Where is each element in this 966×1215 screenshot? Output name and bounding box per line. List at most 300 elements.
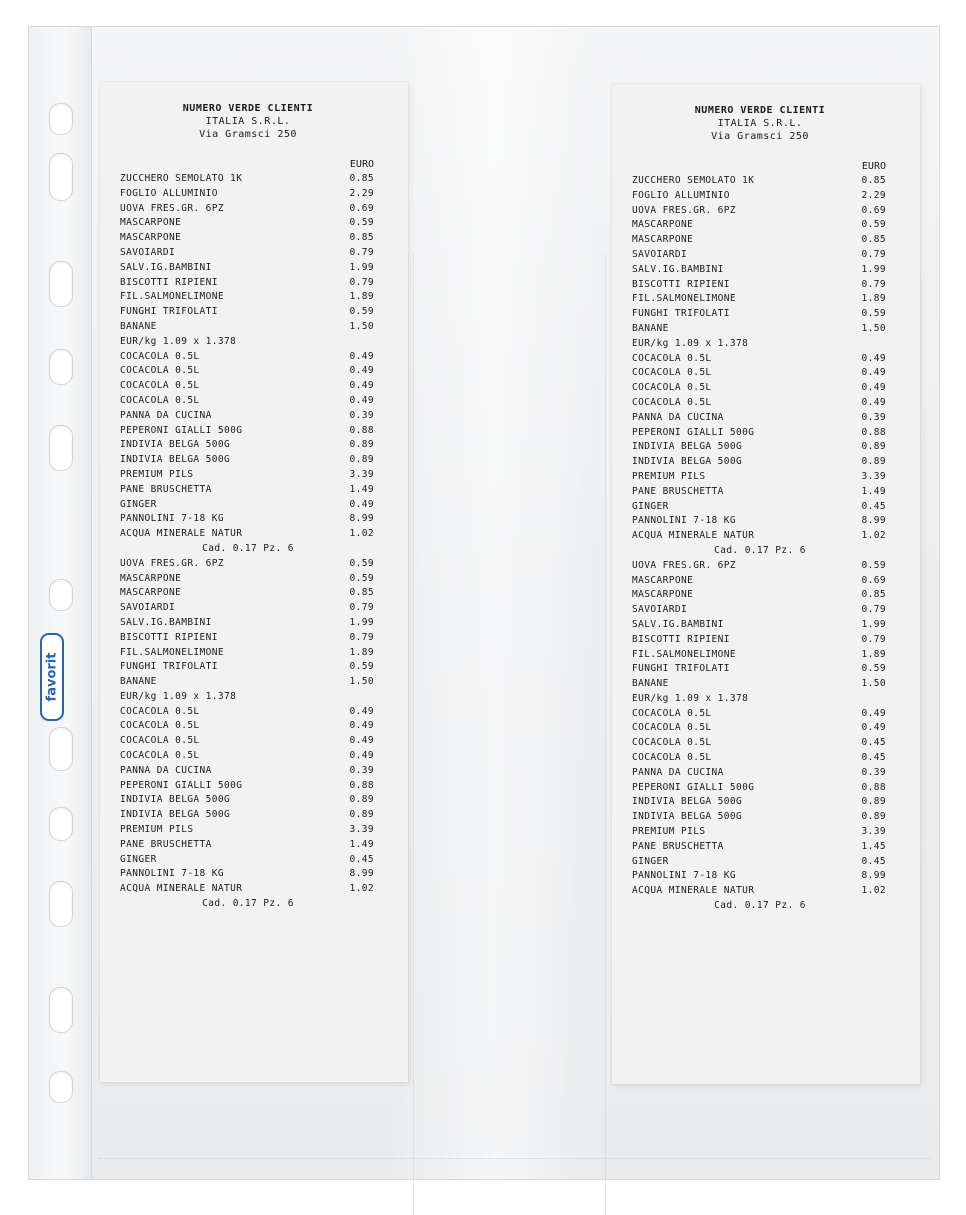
item-price: 0.49 — [349, 380, 374, 392]
item-name: PANNA DA CUCINA — [120, 409, 212, 421]
item-price: 0.85 — [861, 589, 886, 601]
receipt-line — [120, 305, 376, 320]
receipt-lines — [632, 174, 888, 914]
receipt-line — [632, 366, 888, 381]
receipt-left — [100, 82, 408, 1082]
item-name: PREMIUM PILS — [632, 470, 706, 482]
item-name: COCACOLA 0.5L — [120, 720, 200, 732]
item-price: 0.59 — [861, 219, 886, 231]
receipt-line — [120, 261, 376, 276]
receipt-line — [120, 586, 376, 601]
punch-hole — [49, 579, 73, 611]
item-price: 0.89 — [861, 441, 886, 453]
item-price: 0.69 — [349, 202, 374, 214]
item-name: ACQUA MINERALE NATUR — [120, 883, 243, 895]
receipt-line — [632, 278, 888, 293]
store-hotline: NUMERO VERDE CLIENTI — [182, 103, 314, 114]
receipt-line — [120, 498, 376, 513]
item-price: 1.50 — [861, 322, 886, 334]
item-price: 0.49 — [349, 365, 374, 377]
item-price: 0.85 — [861, 175, 886, 186]
receipt-line — [632, 470, 888, 485]
brand-label: favorit — [44, 652, 60, 702]
item-name: SALV.IG.BAMBINI — [632, 263, 724, 275]
item-name: GINGER — [120, 498, 157, 510]
item-price: 0.39 — [349, 409, 374, 421]
item-name: BANANE — [632, 322, 669, 334]
bottom-weld-line — [99, 1158, 931, 1159]
receipt-line — [632, 899, 888, 914]
item-price: 0.49 — [349, 750, 374, 762]
item-name: Cad. 0.17 Pz. 6 — [202, 898, 294, 910]
item-name: MASCARPONE — [120, 217, 182, 229]
item-price: 0.85 — [861, 234, 886, 246]
item-name: PANE BRUSCHETTA — [120, 838, 212, 850]
receipt-line — [120, 660, 376, 675]
receipt-line — [632, 810, 888, 825]
item-name: PANNA DA CUCINA — [632, 411, 724, 423]
pocket-edge-left — [413, 255, 418, 1215]
punched-binding-strip — [29, 27, 92, 1179]
item-price: 0.79 — [349, 631, 374, 643]
receipt-line — [632, 662, 888, 677]
item-name: FOGLIO ALLUMINIO — [632, 189, 730, 201]
receipt-line — [120, 882, 376, 897]
item-name: PEPERONI GIALLI 500G — [120, 424, 243, 436]
item-name: MASCARPONE — [632, 589, 694, 601]
receipt-line — [632, 751, 888, 766]
item-name: FUNGHI TRIFOLATI — [120, 306, 218, 318]
item-price: 1.99 — [349, 616, 374, 628]
item-price: 0.79 — [349, 602, 374, 614]
receipt-line — [120, 216, 376, 231]
item-price: 0.89 — [861, 796, 886, 808]
punch-hole — [49, 153, 73, 201]
receipt-line — [632, 721, 888, 736]
receipt-line — [632, 396, 888, 411]
item-name: PREMIUM PILS — [632, 826, 706, 838]
item-price: 0.79 — [861, 278, 886, 290]
item-price: 0.49 — [349, 705, 374, 717]
receipt-line — [120, 853, 376, 868]
item-price: 0.88 — [349, 424, 374, 436]
item-name: UOVA FRES.GR. 6PZ — [632, 204, 737, 216]
item-price: 1.45 — [861, 840, 886, 852]
item-name: Cad. 0.17 Pz. 6 — [714, 544, 806, 556]
receipt-line — [632, 218, 888, 233]
item-name: PANNOLINI 7-18 KG — [632, 870, 737, 882]
item-name: PANE BRUSCHETTA — [632, 485, 724, 497]
receipt-line — [120, 764, 376, 779]
item-name: FUNGHI TRIFOLATI — [632, 308, 730, 320]
receipt-line — [632, 603, 888, 618]
item-name: GINGER — [120, 853, 157, 865]
item-price: 8.99 — [349, 513, 374, 525]
receipt-line — [120, 483, 376, 498]
punch-hole — [49, 727, 73, 771]
item-price: 1.89 — [349, 646, 374, 658]
item-name: Cad. 0.17 Pz. 6 — [202, 542, 294, 554]
item-name: MASCARPONE — [120, 572, 182, 584]
item-price: 0.49 — [349, 394, 374, 406]
item-price: 0.59 — [349, 217, 374, 229]
item-name: PANNA DA CUCINA — [120, 764, 212, 776]
item-price: 0.49 — [349, 735, 374, 747]
item-price: 0.88 — [861, 426, 886, 438]
item-price: 3.39 — [349, 468, 374, 480]
receipt-line — [120, 897, 376, 912]
item-name: SALV.IG.BAMBINI — [120, 616, 212, 628]
item-price: 0.49 — [349, 498, 374, 510]
receipt-line — [632, 263, 888, 278]
receipt-line — [632, 855, 888, 870]
item-name: BANANE — [120, 320, 157, 332]
item-price: 0.49 — [349, 720, 374, 732]
receipt-line — [120, 793, 376, 808]
receipt-right — [612, 84, 920, 1084]
store-address: Via Gramsci 250 — [711, 131, 809, 142]
item-name: PANE BRUSCHETTA — [632, 840, 724, 852]
item-name: SALV.IG.BAMBINI — [120, 261, 212, 273]
item-name: COCACOLA 0.5L — [632, 722, 712, 734]
receipt-line — [632, 544, 888, 559]
receipt-line — [632, 381, 888, 396]
item-name: INDIVIA BELGA 500G — [632, 811, 743, 823]
item-price: 1.02 — [349, 883, 374, 895]
item-price: 1.99 — [861, 618, 886, 630]
punch-hole — [49, 261, 73, 307]
item-name: PANNOLINI 7-18 KG — [120, 513, 225, 525]
item-price: 1.02 — [861, 530, 886, 542]
receipt-line — [120, 512, 376, 527]
item-price: 1.49 — [349, 483, 374, 495]
item-name: BISCOTTI RIPIENI — [120, 276, 218, 288]
item-name: MASCARPONE — [632, 574, 694, 586]
receipt-line — [120, 823, 376, 838]
item-price: 0.45 — [349, 853, 374, 865]
receipt-line — [632, 884, 888, 899]
receipt-line — [632, 500, 888, 515]
item-name: PEPERONI GIALLI 500G — [632, 781, 755, 793]
item-price: 0.39 — [349, 764, 374, 776]
item-price: 3.39 — [861, 470, 886, 482]
item-name: INDIVIA BELGA 500G — [632, 796, 743, 808]
receipt-line — [120, 424, 376, 439]
receipt-line — [120, 631, 376, 646]
receipt-line — [120, 172, 376, 187]
item-name: EUR/kg 1.09 x 1.378 — [120, 690, 237, 702]
receipt-lines — [120, 172, 376, 912]
receipt-line — [632, 174, 888, 189]
item-price: 0.89 — [349, 439, 374, 451]
item-price: 0.49 — [861, 396, 886, 408]
item-price: 0.79 — [861, 604, 886, 616]
item-price: 0.79 — [861, 248, 886, 260]
item-price: 2.29 — [349, 187, 374, 199]
item-price: 2.29 — [861, 189, 886, 201]
item-price: 0.59 — [349, 557, 374, 569]
receipt-line — [632, 204, 888, 219]
item-price: 0.85 — [349, 173, 374, 184]
item-name: PANNA DA CUCINA — [632, 766, 724, 778]
punch-hole — [49, 425, 73, 471]
punch-hole — [49, 103, 73, 135]
item-name: COCACOLA 0.5L — [632, 396, 712, 408]
receipt-line — [120, 202, 376, 217]
receipt-line — [632, 574, 888, 589]
item-name: INDIVIA BELGA 500G — [120, 439, 231, 451]
item-price: 3.39 — [349, 824, 374, 836]
item-price: 0.49 — [349, 350, 374, 362]
receipt-line — [120, 675, 376, 690]
item-name: GINGER — [632, 500, 669, 512]
receipt-line — [632, 322, 888, 337]
receipt-line — [120, 779, 376, 794]
item-price: 0.89 — [861, 456, 886, 468]
item-name: BANANE — [632, 678, 669, 690]
receipt-line — [120, 705, 376, 720]
receipt-line — [120, 749, 376, 764]
item-name: BISCOTTI RIPIENI — [120, 631, 218, 643]
item-name: ACQUA MINERALE NATUR — [632, 530, 755, 542]
item-name: BANANE — [120, 676, 157, 688]
receipt-line — [120, 542, 376, 557]
store-address: Via Gramsci 250 — [199, 129, 297, 140]
item-name: ACQUA MINERALE NATUR — [120, 528, 243, 540]
item-name: INDIVIA BELGA 500G — [120, 454, 231, 466]
item-name: PEPERONI GIALLI 500G — [632, 426, 755, 438]
item-price: 1.99 — [349, 261, 374, 273]
item-price: 0.45 — [861, 752, 886, 764]
item-name: SALV.IG.BAMBINI — [632, 618, 724, 630]
receipt-line — [120, 276, 376, 291]
receipt-line — [120, 438, 376, 453]
receipt-line — [120, 808, 376, 823]
item-name: INDIVIA BELGA 500G — [120, 794, 231, 806]
receipt-line — [632, 529, 888, 544]
item-name: EUR/kg 1.09 x 1.378 — [632, 337, 749, 349]
item-name: FIL.SALMONELIMONE — [120, 291, 225, 303]
receipt-line — [120, 616, 376, 631]
item-name: INDIVIA BELGA 500G — [632, 456, 743, 468]
receipt-line — [120, 231, 376, 246]
item-price: 1.89 — [861, 293, 886, 305]
item-price: 0.49 — [861, 382, 886, 394]
store-company: ITALIA S.R.L. — [205, 116, 291, 127]
item-price: 0.59 — [349, 306, 374, 318]
receipt-line — [120, 335, 376, 350]
item-name: EUR/kg 1.09 x 1.378 — [120, 335, 237, 347]
item-price: 0.59 — [861, 308, 886, 320]
item-name: MASCARPONE — [120, 587, 182, 599]
item-price: 0.49 — [861, 352, 886, 364]
item-name: MASCARPONE — [632, 219, 694, 231]
item-name: COCACOLA 0.5L — [120, 705, 200, 717]
item-price: 0.69 — [861, 574, 886, 586]
item-price: 0.39 — [861, 766, 886, 778]
item-name: PREMIUM PILS — [120, 824, 194, 836]
item-price: 1.99 — [861, 263, 886, 275]
item-name: INDIVIA BELGA 500G — [120, 809, 231, 821]
item-price: 1.50 — [349, 320, 374, 332]
item-price: 1.02 — [861, 885, 886, 897]
center-seam — [389, 27, 601, 1179]
item-price: 0.59 — [349, 572, 374, 584]
receipt-line — [120, 187, 376, 202]
item-name: FOGLIO ALLUMINIO — [120, 187, 218, 199]
receipt-line — [632, 692, 888, 707]
receipt-line — [120, 734, 376, 749]
item-price: 0.79 — [349, 246, 374, 258]
item-price: 3.39 — [861, 826, 886, 838]
receipt-line — [120, 320, 376, 335]
item-name: COCACOLA 0.5L — [632, 367, 712, 379]
receipt-line — [120, 601, 376, 616]
receipt-line — [632, 248, 888, 263]
receipt-header — [120, 102, 376, 141]
item-name: EUR/kg 1.09 x 1.378 — [632, 692, 749, 704]
item-name: BISCOTTI RIPIENI — [632, 633, 730, 645]
item-name: SAVOIARDI — [120, 602, 176, 614]
item-name: BISCOTTI RIPIENI — [632, 278, 730, 290]
receipt-line — [632, 825, 888, 840]
item-price: 1.49 — [861, 485, 886, 497]
item-price: 0.89 — [861, 811, 886, 823]
item-name: UOVA FRES.GR. 6PZ — [632, 559, 737, 571]
item-name: FIL.SALMONELIMONE — [632, 648, 737, 660]
punch-hole — [49, 881, 73, 927]
item-name: SAVOIARDI — [120, 246, 176, 258]
receipt-line — [120, 290, 376, 305]
receipt-line — [632, 440, 888, 455]
receipt-header — [632, 104, 888, 143]
item-name: COCACOLA 0.5L — [120, 750, 200, 762]
item-name: COCACOLA 0.5L — [120, 380, 200, 392]
receipt-line — [632, 795, 888, 810]
item-name: UOVA FRES.GR. 6PZ — [120, 557, 225, 569]
punch-hole — [49, 1071, 73, 1103]
receipt-line — [120, 838, 376, 853]
receipt-line — [120, 468, 376, 483]
item-price: 0.85 — [349, 587, 374, 599]
item-name: FIL.SALMONELIMONE — [632, 293, 737, 305]
receipt-line — [632, 455, 888, 470]
receipt-line — [120, 690, 376, 705]
receipt-line — [120, 719, 376, 734]
item-price: 1.89 — [861, 648, 886, 660]
item-price: 0.89 — [349, 809, 374, 821]
receipt-line — [632, 514, 888, 529]
item-name: FUNGHI TRIFOLATI — [120, 661, 218, 673]
item-name: UOVA FRES.GR. 6PZ — [120, 202, 225, 214]
item-price: 0.59 — [861, 663, 886, 675]
item-price: 0.49 — [861, 722, 886, 734]
receipt-line — [120, 572, 376, 587]
receipt-line — [120, 350, 376, 365]
item-price: 0.79 — [349, 276, 374, 288]
receipt-line — [632, 559, 888, 574]
item-price: 1.89 — [349, 291, 374, 303]
receipt-line — [632, 337, 888, 352]
punch-hole — [49, 987, 73, 1033]
receipt-line — [120, 527, 376, 542]
punch-hole — [49, 807, 73, 841]
receipt-line — [632, 618, 888, 633]
item-name: PANNOLINI 7-18 KG — [632, 515, 737, 527]
item-price — [374, 335, 376, 350]
receipt-line — [632, 781, 888, 796]
item-price: 1.50 — [861, 678, 886, 690]
receipt-line — [120, 379, 376, 394]
item-price: 0.89 — [349, 794, 374, 806]
item-price: 8.99 — [349, 868, 374, 880]
item-price: 0.45 — [861, 855, 886, 867]
item-name: COCACOLA 0.5L — [632, 382, 712, 394]
receipt-line — [632, 307, 888, 322]
item-price: 0.79 — [861, 633, 886, 645]
item-price: 0.49 — [861, 367, 886, 379]
item-name: COCACOLA 0.5L — [120, 394, 200, 406]
store-hotline: NUMERO VERDE CLIENTI — [694, 105, 826, 116]
item-name: COCACOLA 0.5L — [120, 735, 200, 747]
receipt-line — [632, 736, 888, 751]
receipt-line — [632, 352, 888, 367]
item-price: 0.45 — [861, 737, 886, 749]
item-name: ZUCCHERO SEMOLATO 1K — [120, 173, 243, 184]
item-price: 1.02 — [349, 528, 374, 540]
item-name: FIL.SALMONELIMONE — [120, 646, 225, 658]
item-name: PANE BRUSCHETTA — [120, 483, 212, 495]
item-price: 0.45 — [861, 500, 886, 512]
item-name: MASCARPONE — [632, 234, 694, 246]
item-name: MASCARPONE — [120, 232, 182, 244]
receipt-line — [632, 426, 888, 441]
item-price — [886, 692, 888, 707]
receipt-line — [632, 189, 888, 204]
item-name: COCACOLA 0.5L — [632, 352, 712, 364]
item-price: 0.59 — [861, 559, 886, 571]
item-price: 8.99 — [861, 870, 886, 882]
store-company: ITALIA S.R.L. — [717, 118, 803, 129]
item-name: INDIVIA BELGA 500G — [632, 441, 743, 453]
item-price — [886, 337, 888, 352]
pocket-edge-right — [605, 255, 610, 1215]
item-name: COCACOLA 0.5L — [120, 365, 200, 377]
receipt-line — [632, 588, 888, 603]
item-price: 0.85 — [349, 232, 374, 244]
receipt-line — [120, 453, 376, 468]
item-name: COCACOLA 0.5L — [632, 707, 712, 719]
receipt-line — [120, 867, 376, 882]
item-name: PEPERONI GIALLI 500G — [120, 779, 243, 791]
receipt-line — [632, 233, 888, 248]
item-price: 0.59 — [349, 661, 374, 673]
item-price: 0.88 — [349, 779, 374, 791]
item-name: ZUCCHERO SEMOLATO 1K — [632, 175, 755, 186]
item-name: PANNOLINI 7-18 KG — [120, 868, 225, 880]
receipt-line — [632, 677, 888, 692]
receipt-line — [120, 364, 376, 379]
item-name: SAVOIARDI — [632, 248, 688, 260]
item-name: PREMIUM PILS — [120, 468, 194, 480]
item-name: COCACOLA 0.5L — [632, 752, 712, 764]
item-price: 0.69 — [861, 204, 886, 216]
item-price: 1.49 — [349, 838, 374, 850]
item-name: COCACOLA 0.5L — [120, 350, 200, 362]
item-name: ACQUA MINERALE NATUR — [632, 885, 755, 897]
receipt-line — [632, 633, 888, 648]
item-name: GINGER — [632, 855, 669, 867]
